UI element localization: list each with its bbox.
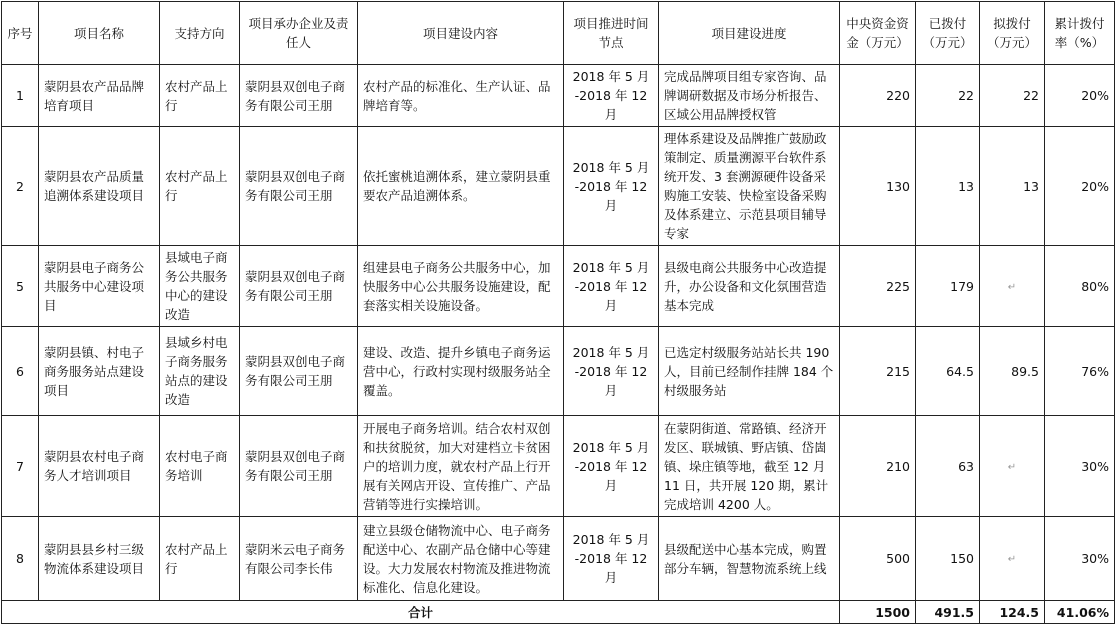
header-timeline: 项目推进时间节点 [564,2,659,65]
table-row [2,127,1115,246]
cell-company: 蒙阴县双创电子商务有限公司王朋 [240,246,358,327]
cell-allocated: 64.5 [916,327,980,416]
cell-no: 8 [2,517,39,601]
cell-content: 开展电子商务培训。结合农村双创和扶贫脱贫，加大对建档立卡贫困户的培训力度，就农村产品上行开展有关网店开设、宣传推广、产品营销等进行实操培训。 [358,416,564,517]
cell-company: 蒙阴县双创电子商务有限公司王朋 [240,327,358,416]
header-row [2,2,1115,65]
paragraph-mark: ↵ [1007,461,1017,473]
cell-company: 蒙阴米云电子商务有限公司李长伟 [240,517,358,601]
cell-name: 蒙阴县县乡村三级物流体系建设项目 [39,517,160,601]
cell-direction: 农村产品上行 [160,517,240,601]
cell-allocated: 179 [916,246,980,327]
cell-timeline: 2018 年 5 月 -2018 年 12 月 [564,416,659,517]
header-direction: 支持方向 [160,2,240,65]
header-no: 序号 [2,2,39,65]
cell-no: 1 [2,65,39,127]
total-allocated: 491.5 [916,601,980,624]
cell-content: 农村产品的标准化、生产认证、品牌培育等。 [358,65,564,127]
cell-planned: 22 [980,65,1045,127]
cell-company: 蒙阴县双创电子商务有限公司王朋 [240,65,358,127]
cell-central-funds: 215 [840,327,916,416]
cell-content: 建立县级仓储物流中心、电子商务配送中心、农副产品仓储中心等建设。大力发展农村物流及推进物流标准化、信息化建设。 [358,517,564,601]
cell-company: 蒙阴县双创电子商务有限公司王朋 [240,127,358,246]
cell-planned [980,246,1045,327]
header-planned: 拟拨付（万元） [980,2,1045,65]
total-rate: 41.06% [1045,601,1115,624]
cell-direction: 农村产品上行 [160,127,240,246]
header-rate: 累计拨付率（%） [1045,2,1115,65]
cell-timeline: 2018 年 5 月 -2018 年 12 月 [564,517,659,601]
cell-central-funds: 130 [840,127,916,246]
cell-timeline: 2018 年 5 月 -2018 年 12 月 [564,246,659,327]
cell-content: 组建县电子商务公共服务中心，加快服务中心公共服务设施建设，配套落实相关设施设备。 [358,246,564,327]
cell-direction: 县域乡村电子商务服务站点的建设改造 [160,327,240,416]
cell-name: 蒙阴县农产品质量追溯体系建设项目 [39,127,160,246]
header-central-funds: 中央资金资金（万元） [840,2,916,65]
header-content: 项目建设内容 [358,2,564,65]
cell-rate: 80% [1045,246,1115,327]
cell-content: 建设、改造、提升乡镇电子商务运营中心，行政村实现村级服务站全覆盖。 [358,327,564,416]
header-allocated: 已拨付（万元） [916,2,980,65]
cell-allocated: 63 [916,416,980,517]
cell-planned [980,517,1045,601]
header-progress: 项目建设进度 [659,2,840,65]
cell-direction: 农村产品上行 [160,65,240,127]
funding-table [1,1,1115,624]
cell-no: 5 [2,246,39,327]
cell-progress: 已选定村级服务站站长共 190 人，目前已经制作挂牌 184 个村级服务站 [659,327,840,416]
cell-name: 蒙阴县农产品品牌培育项目 [39,65,160,127]
cell-rate: 30% [1045,416,1115,517]
cell-allocated: 13 [916,127,980,246]
cell-timeline: 2018 年 5 月 -2018 年 12 月 [564,65,659,127]
cell-central-funds: 500 [840,517,916,601]
cell-rate: 20% [1045,127,1115,246]
table-row [2,327,1115,416]
cell-central-funds: 225 [840,246,916,327]
total-planned: 124.5 [980,601,1045,624]
cell-direction: 县域电子商务公共服务中心的建设改造 [160,246,240,327]
header-company: 项目承办企业及责任人 [240,2,358,65]
cell-rate: 76% [1045,327,1115,416]
cell-rate: 30% [1045,517,1115,601]
paragraph-mark: ↵ [1007,554,1017,565]
cell-progress: 在蒙阴街道、常路镇、经济开发区、联城镇、野店镇、岱崮镇、垛庄镇等地，截至 12 月 11 日，共开展 120 期，累计完成培训 4200 人。 [659,416,840,517]
header-name: 项目名称 [39,2,160,65]
total-central-funds: 1500 [840,601,916,624]
cell-progress: 理体系建设及品牌推广鼓励政策制定、质量溯源平台软件系统开发、3 套溯源硬件设备采购施工安装、快检室设备采购及体系建立、示范县项目辅导专家 [659,127,840,246]
cell-no: 6 [2,327,39,416]
cell-progress: 县级电商公共服务中心改造提升，办公设备和文化氛围营造基本完成 [659,246,840,327]
cell-central-funds: 210 [840,416,916,517]
table-row [2,517,1115,601]
cell-name: 蒙阴县镇、村电子商务服务站点建设项目 [39,327,160,416]
total-row [2,601,1115,624]
total-label: 合计 [2,601,840,624]
cell-allocated: 150 [916,517,980,601]
cell-no: 7 [2,416,39,517]
cell-planned: 89.5 [980,327,1045,416]
cell-direction: 农村电子商务培训 [160,416,240,517]
table-row [2,65,1115,127]
cell-timeline: 2018 年 5 月 -2018 年 12 月 [564,127,659,246]
table-row [2,416,1115,517]
cell-name: 蒙阴县电子商务公共服务中心建设项目 [39,246,160,327]
cell-no: 2 [2,127,39,246]
cell-progress: 县级配送中心基本完成，购置部分车辆，智慧物流系统上线 [659,517,840,601]
paragraph-mark: ↵ [1007,281,1017,293]
cell-content: 依托蜜桃追溯体系，建立蒙阴县重要农产品追溯体系。 [358,127,564,246]
cell-rate: 20% [1045,65,1115,127]
cell-company: 蒙阴县双创电子商务有限公司王朋 [240,416,358,517]
cell-timeline: 2018 年 5 月 -2018 年 12 月 [564,327,659,416]
cell-progress: 完成品牌项目组专家咨询、品牌调研数据及市场分析报告、区域公用品牌授权管 [659,65,840,127]
cell-planned [980,416,1045,517]
cell-allocated: 22 [916,65,980,127]
cell-central-funds: 220 [840,65,916,127]
cell-planned: 13 [980,127,1045,246]
cell-name: 蒙阴县农村电子商务人才培训项目 [39,416,160,517]
table-row [2,246,1115,327]
